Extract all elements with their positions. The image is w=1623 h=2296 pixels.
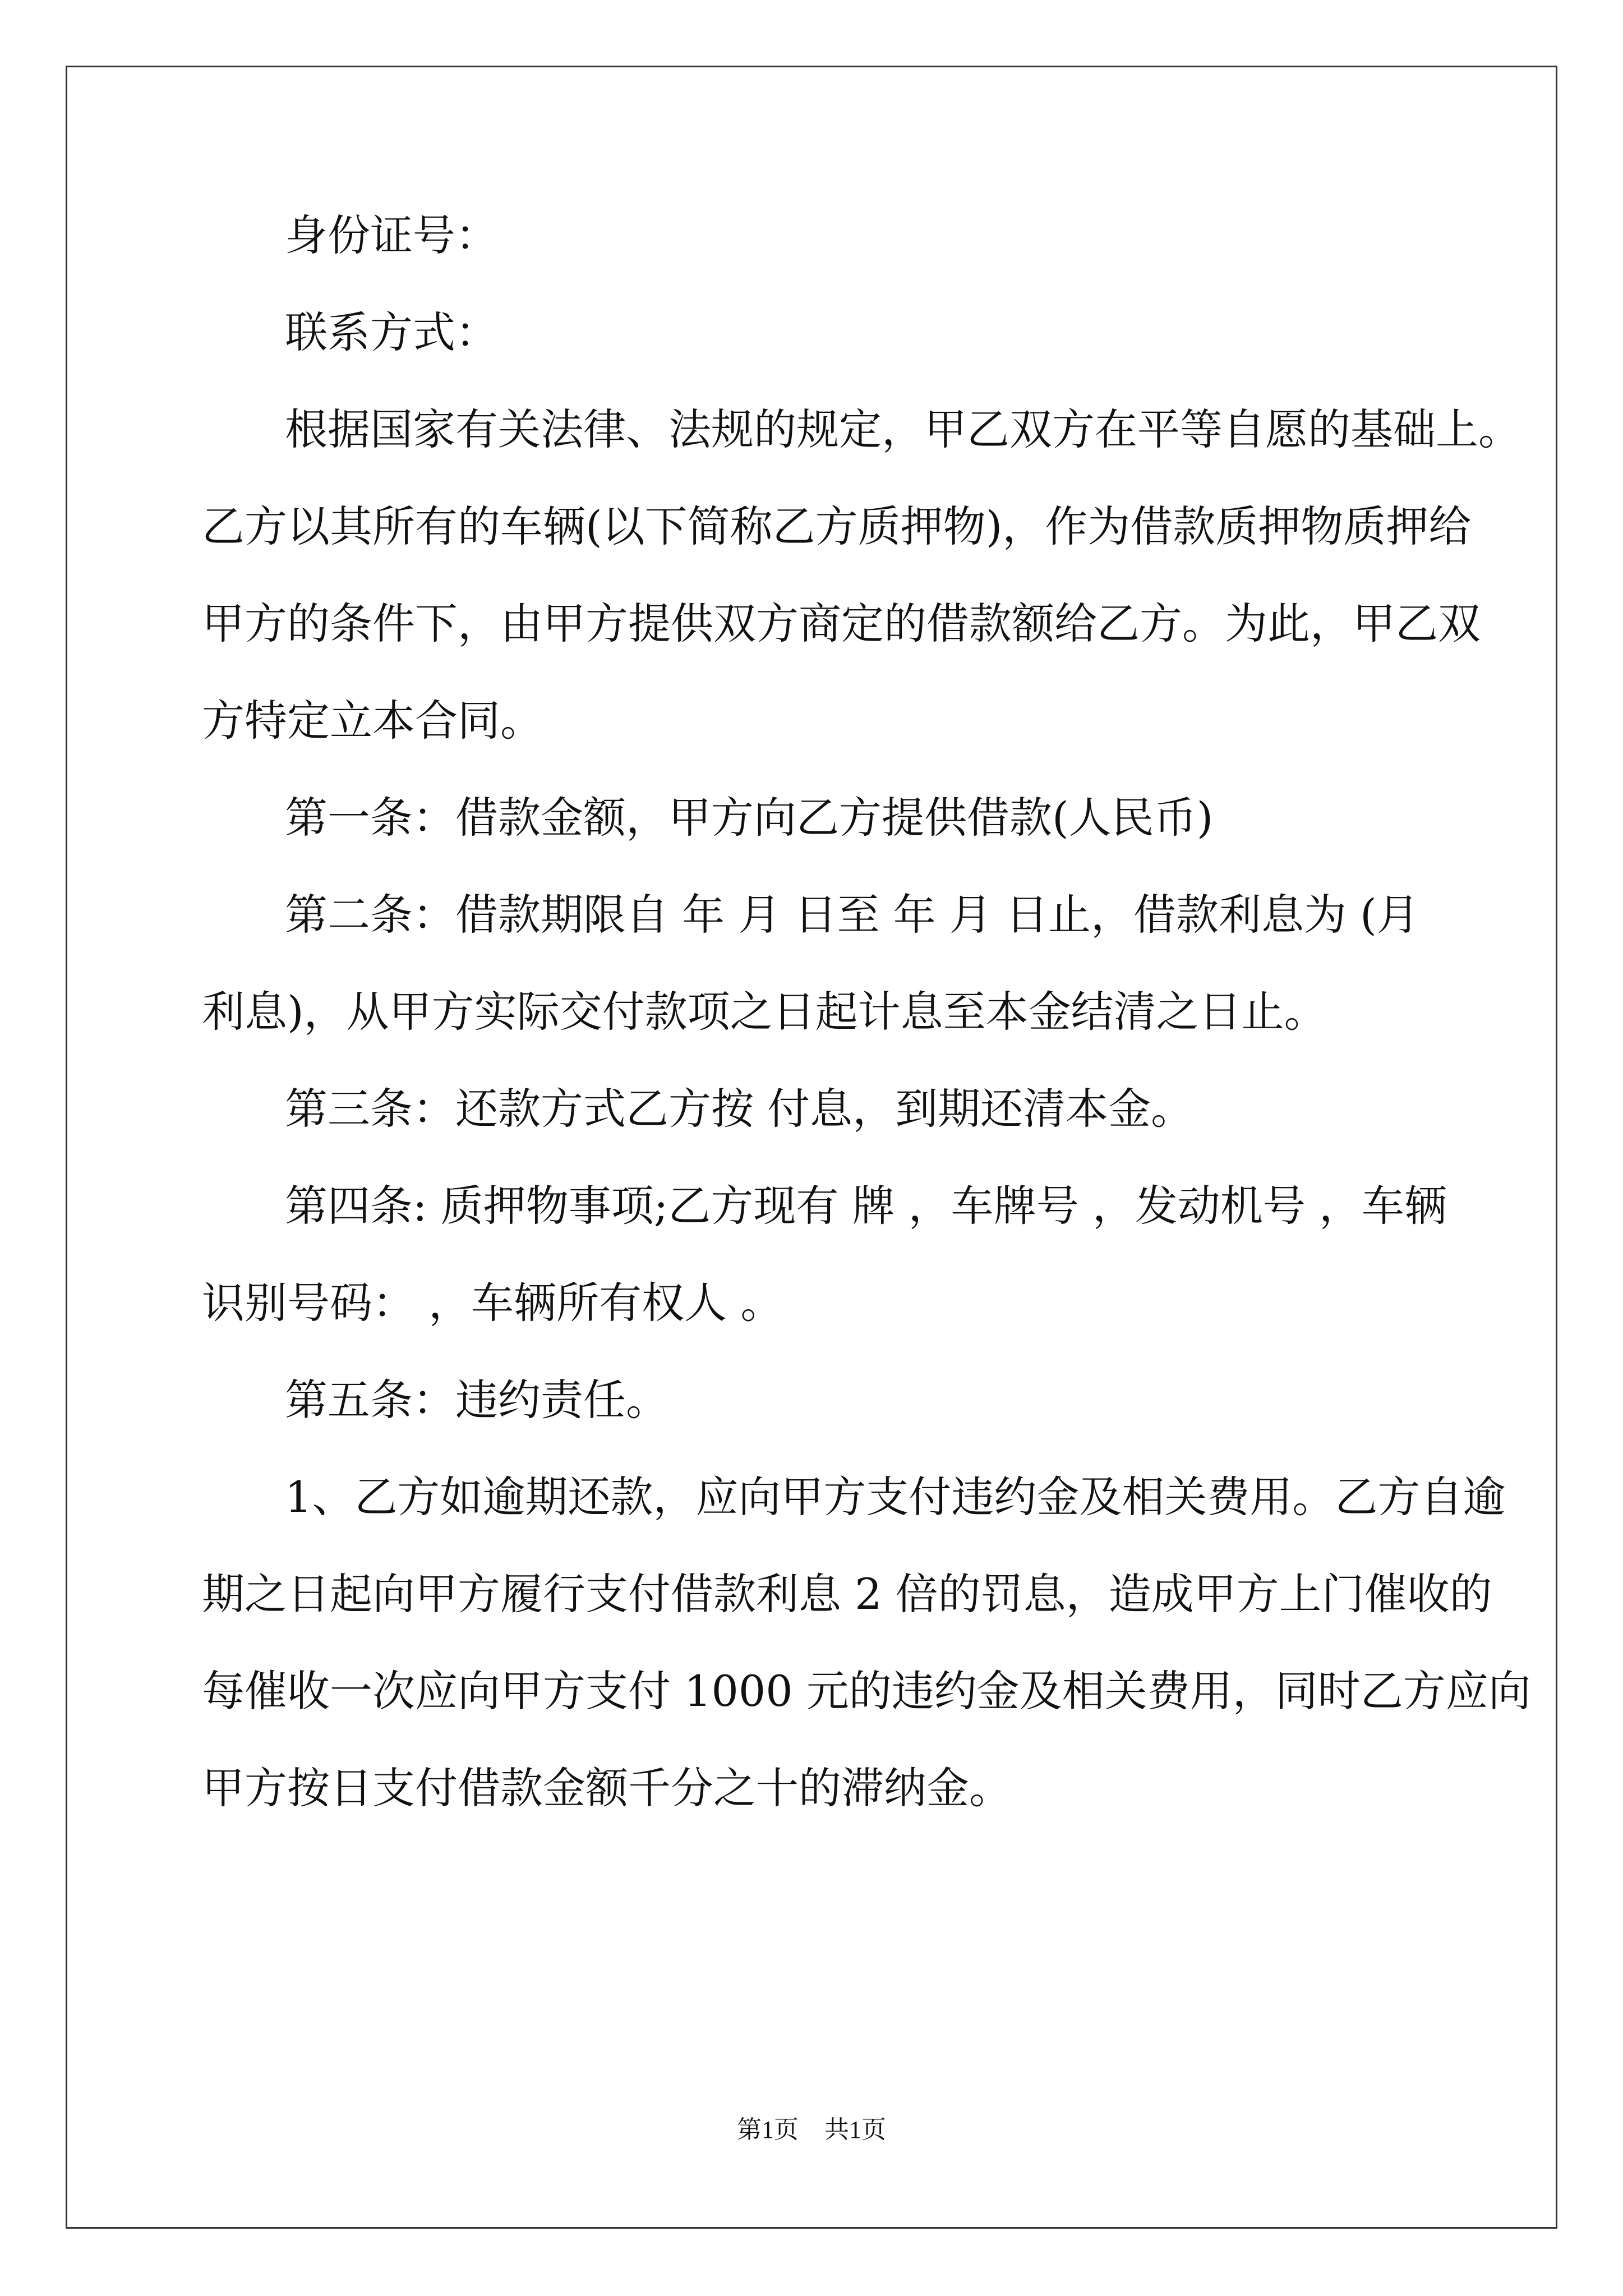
page-number-total: 共1页 (824, 2116, 886, 2143)
text-line: 第一条：借款金额，甲方向乙方提供借款(人民币) (285, 793, 1214, 843)
text-line: 1、乙方如逾期还款，应向甲方支付违约金及相关费用。乙方自逾 (285, 1472, 1506, 1522)
text-line: 识别号码： ，车辆所有权人 。 (202, 1278, 783, 1328)
text-line: 每催收一次应向甲方支付 1000 元的违约金及相关费用，同时乙方应向 (202, 1666, 1531, 1716)
page-border (66, 66, 1557, 2229)
text-line: 甲方按日支付借款金额千分之十的滞纳金。 (202, 1763, 1012, 1813)
page-footer (0, 2109, 1623, 2145)
text-line: 身份证号： (285, 210, 498, 260)
text-line: 第五条：违约责任。 (285, 1375, 668, 1425)
text-line: 乙方以其所有的车辆(以下简称乙方质押物)，作为借款质押物质押给 (202, 501, 1472, 551)
text-line: 联系方式： (285, 307, 498, 357)
text-line: 利息)，从甲方实际交付款项之日起计息至本金结清之日止。 (202, 987, 1327, 1037)
text-line: 方特定立本合同。 (202, 696, 543, 746)
text-line: 第四条: 质押物事项;乙方现有 牌 ，车牌号 ，发动机号 ，车辆 (285, 1181, 1447, 1231)
text-line: 期之日起向甲方履行支付借款利息 2 倍的罚息，造成甲方上门催收的 (202, 1569, 1492, 1619)
page-number-current: 第1页 (737, 2116, 799, 2143)
text-line: 第三条：还款方式乙方按 付息，到期还清本金。 (285, 1084, 1194, 1134)
text-line: 第二条：借款期限自 年 月 日至 年 月 日止，借款利息为 (月 (285, 890, 1419, 940)
text-line: 甲方的条件下，由甲方提供双方商定的借款额给乙方。为此，甲乙双 (202, 599, 1481, 648)
text-line: 根据国家有关法律、法规的规定，甲乙双方在平等自愿的基础上。 (285, 404, 1521, 454)
